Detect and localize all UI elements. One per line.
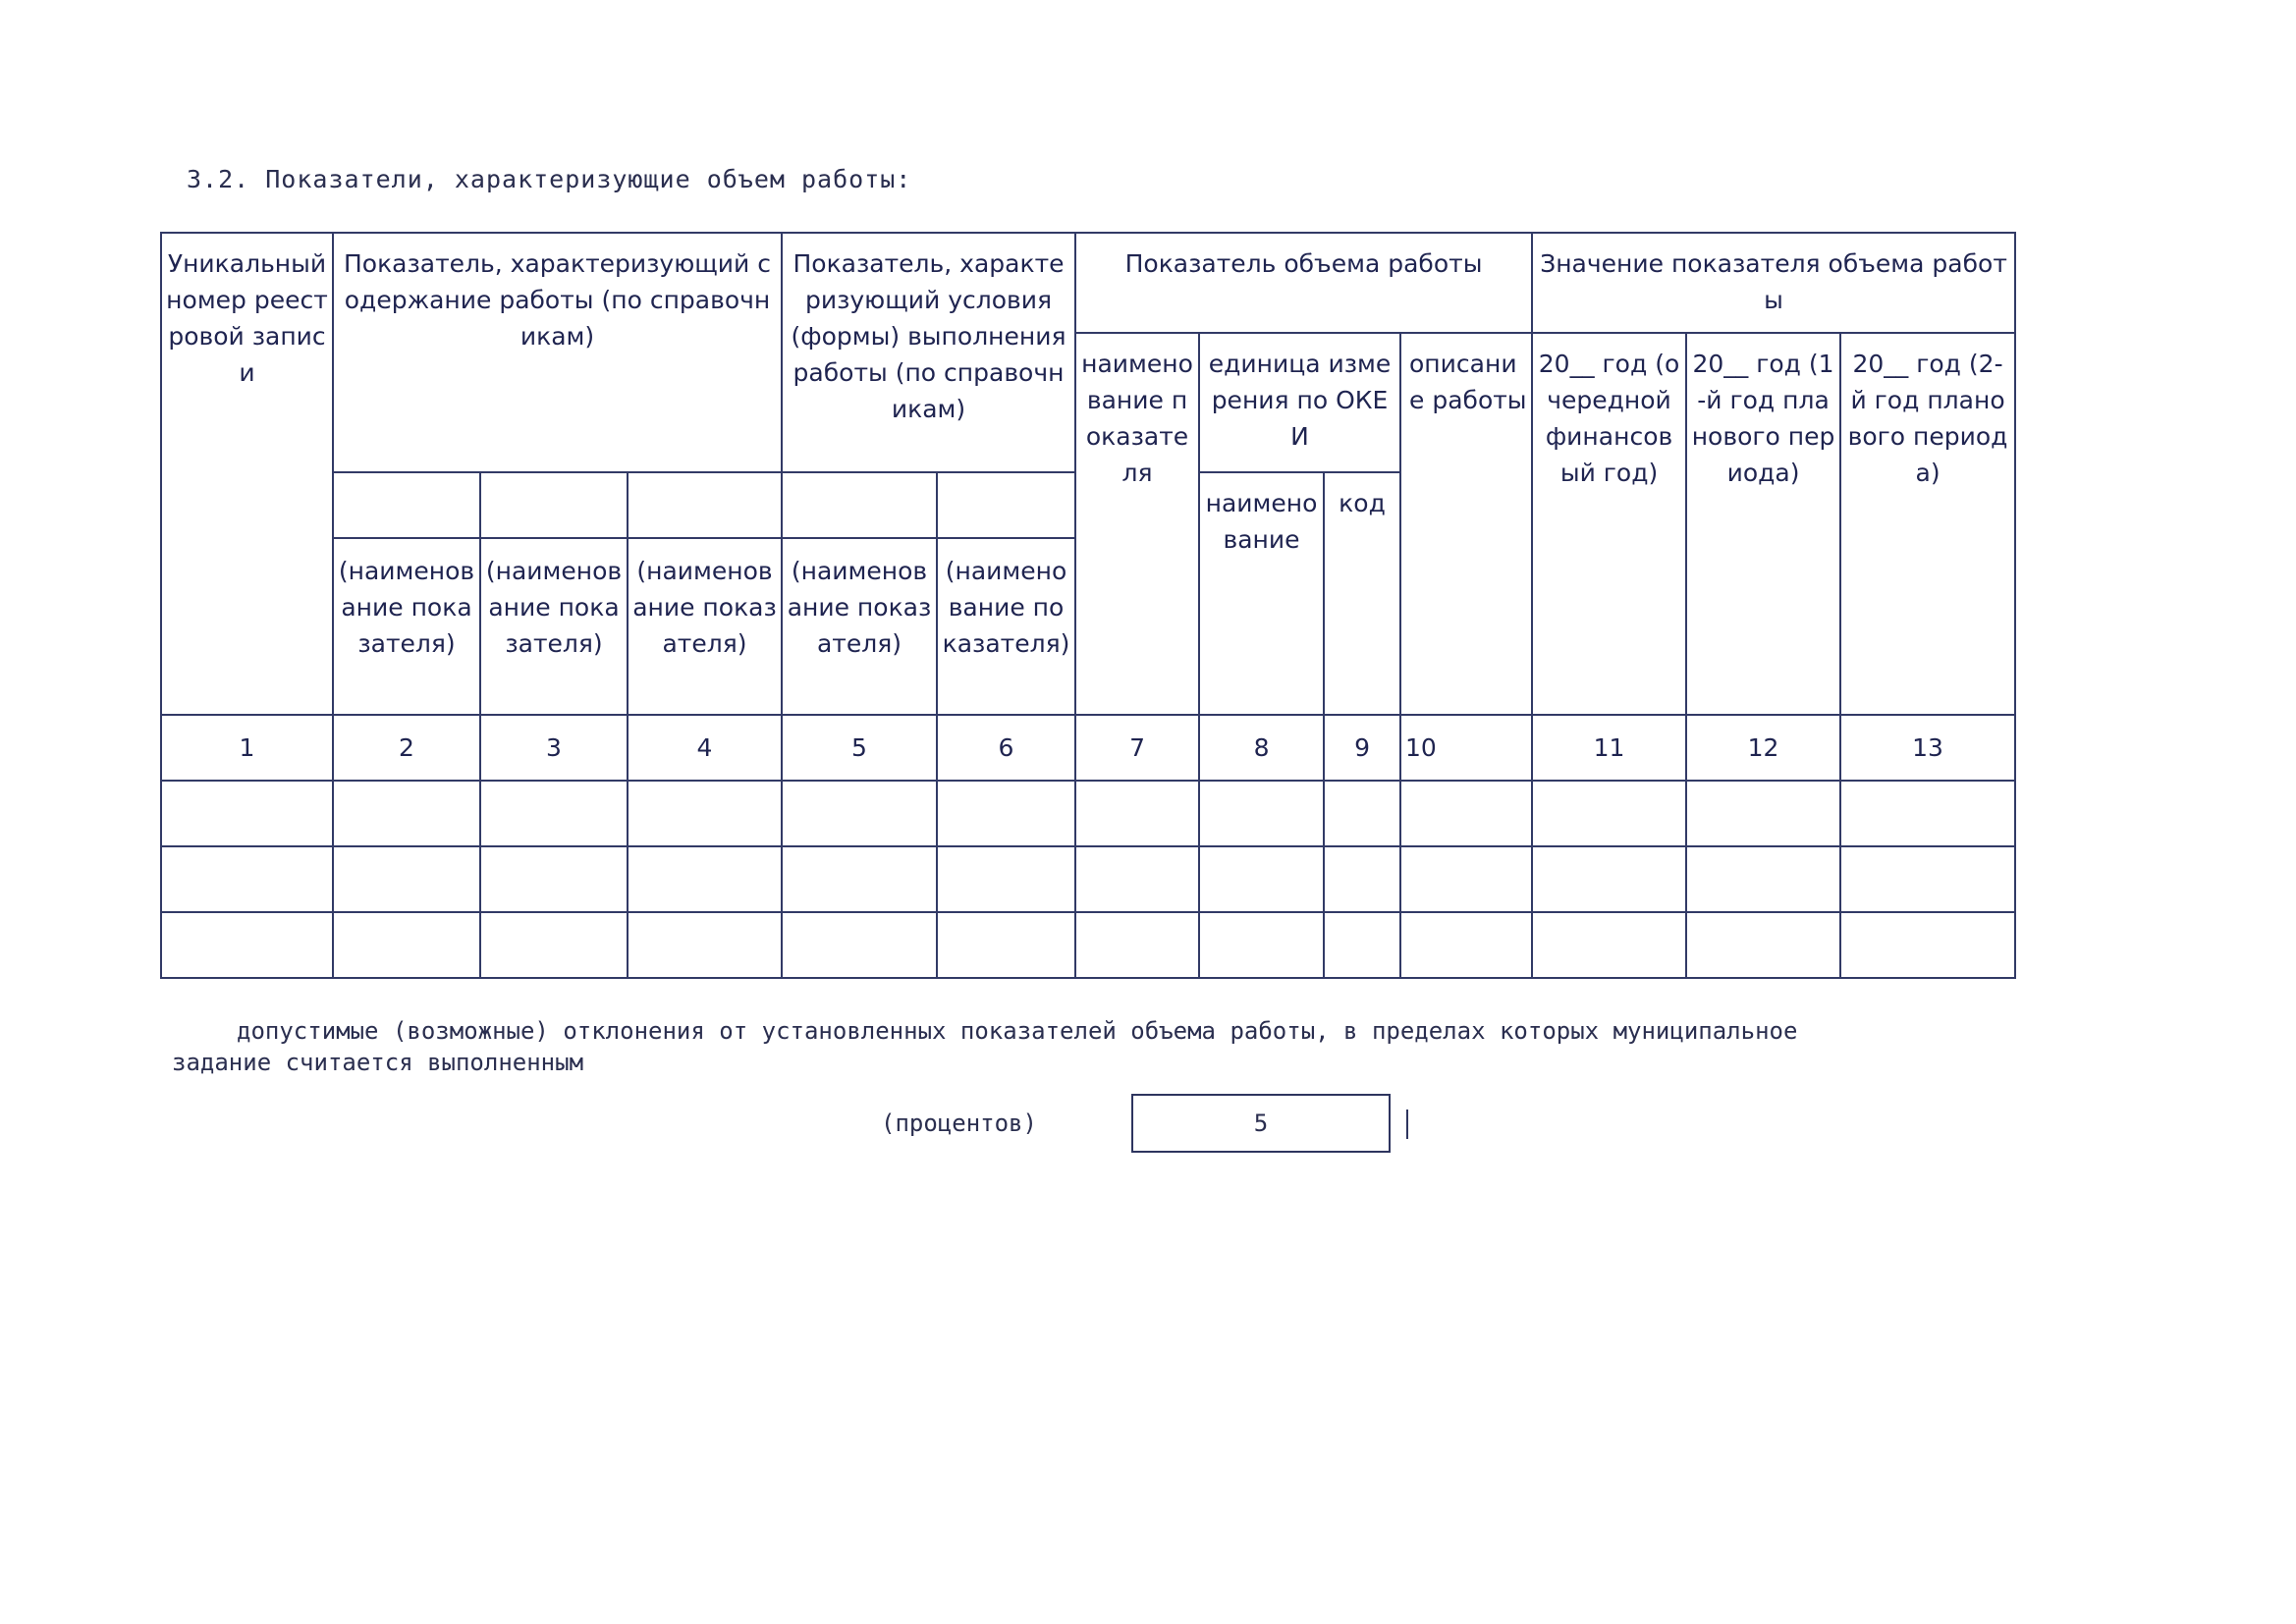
table-cell (1324, 912, 1400, 978)
header-volume-value: Значение показателя объема работы (1532, 233, 2015, 333)
box-tick-mark (1406, 1110, 1408, 1139)
table-cell (1324, 781, 1400, 846)
table-cell (1075, 781, 1199, 846)
table-cell (161, 781, 333, 846)
table-cell (1075, 912, 1199, 978)
table-cell (1686, 846, 1840, 912)
header-unit-code: код (1324, 472, 1400, 715)
table-cell (480, 781, 628, 846)
table-cell (333, 781, 480, 846)
table-cell (1532, 781, 1686, 846)
content-indicator-cell-4 (628, 472, 782, 538)
table-cell (782, 846, 937, 912)
column-number: 2 (333, 715, 480, 781)
table-cell (1075, 846, 1199, 912)
column-number: 5 (782, 715, 937, 781)
table-cell (1324, 846, 1400, 912)
indicator-name-label-3: (наименование показателя) (480, 538, 628, 715)
table-cell (782, 912, 937, 978)
column-number: 3 (480, 715, 628, 781)
table-cell (628, 781, 782, 846)
table-row (161, 846, 2015, 912)
deviation-note-line-2: задание считается выполненным (172, 1049, 584, 1076)
table-cell (1686, 781, 1840, 846)
table-cell (937, 846, 1075, 912)
percent-value-box: 5 (1131, 1094, 1391, 1153)
column-numbers-row (161, 715, 2015, 781)
column-number: 6 (937, 715, 1075, 781)
column-number: 4 (628, 715, 782, 781)
table-cell (161, 912, 333, 978)
column-number: 12 (1686, 715, 1840, 781)
table-cell (1400, 912, 1532, 978)
content-indicator-cell-2 (333, 472, 480, 538)
table-cell (1686, 912, 1840, 978)
header-year-plan-1: 20__ год (1-й год планового периода) (1686, 333, 1840, 715)
table-cell (333, 912, 480, 978)
section-heading: 3.2. Показатели, характеризующие объем работы: (187, 165, 912, 193)
content-indicator-cell-3 (480, 472, 628, 538)
percent-label: (процентов) (881, 1110, 1037, 1137)
header-indicator-name: наименование показателя (1075, 333, 1199, 715)
header-work-description: описание работы (1400, 333, 1532, 715)
table-cell (1840, 846, 2015, 912)
column-number: 7 (1075, 715, 1199, 781)
header-year-next: 20__ год (очередной финансовый год) (1532, 333, 1686, 715)
header-unique-number: Уникальный номер реестровой записи (161, 233, 333, 715)
header-work-content: Показатель, характеризующий содержание работы (по справочникам) (333, 233, 782, 472)
indicator-name-label-2: (наименование показателя) (333, 538, 480, 715)
table-cell (1532, 846, 1686, 912)
column-number: 9 (1324, 715, 1400, 781)
column-number: 10 (1400, 715, 1532, 781)
column-number: 1 (161, 715, 333, 781)
deviation-note-line-1: допустимые (возможные) отклонения от установленных показателей объема работы, в пределах которых муниципальное (237, 1017, 1798, 1045)
header-unit-name: наименование (1199, 472, 1324, 715)
table-cell (161, 846, 333, 912)
condition-indicator-cell-6 (937, 472, 1075, 538)
deviation-note (172, 1015, 2131, 1078)
table-cell (937, 781, 1075, 846)
header-volume-indicator: Показатель объема работы (1075, 233, 1532, 333)
table-cell (333, 846, 480, 912)
table-cell (480, 846, 628, 912)
table-cell (1199, 781, 1324, 846)
indicator-name-label-5: (наименование показателя) (782, 538, 937, 715)
column-number: 11 (1532, 715, 1686, 781)
column-number: 13 (1840, 715, 2015, 781)
table-cell (628, 912, 782, 978)
table-cell (1400, 846, 1532, 912)
table-cell (937, 912, 1075, 978)
table-row (161, 912, 2015, 978)
table-cell (480, 912, 628, 978)
indicator-name-label-6: (наименование показателя) (937, 538, 1075, 715)
column-number: 8 (1199, 715, 1324, 781)
table-cell (1199, 912, 1324, 978)
header-year-plan-2: 20__ год (2-й год планового периода) (1840, 333, 2015, 715)
condition-indicator-cell-5 (782, 472, 937, 538)
table-cell (1840, 781, 2015, 846)
table-cell (782, 781, 937, 846)
table-cell (1840, 912, 2015, 978)
work-volume-table (160, 232, 2016, 979)
header-work-conditions: Показатель, характеризующий условия (формы) выполнения работы (по справочникам) (782, 233, 1075, 472)
indicator-name-label-4: (наименование показателя) (628, 538, 782, 715)
table-cell (1532, 912, 1686, 978)
header-measure-unit: единица измерения по ОКЕИ (1199, 333, 1400, 472)
table-cell (628, 846, 782, 912)
table-cell (1199, 846, 1324, 912)
table-row (161, 781, 2015, 846)
table-cell (1400, 781, 1532, 846)
